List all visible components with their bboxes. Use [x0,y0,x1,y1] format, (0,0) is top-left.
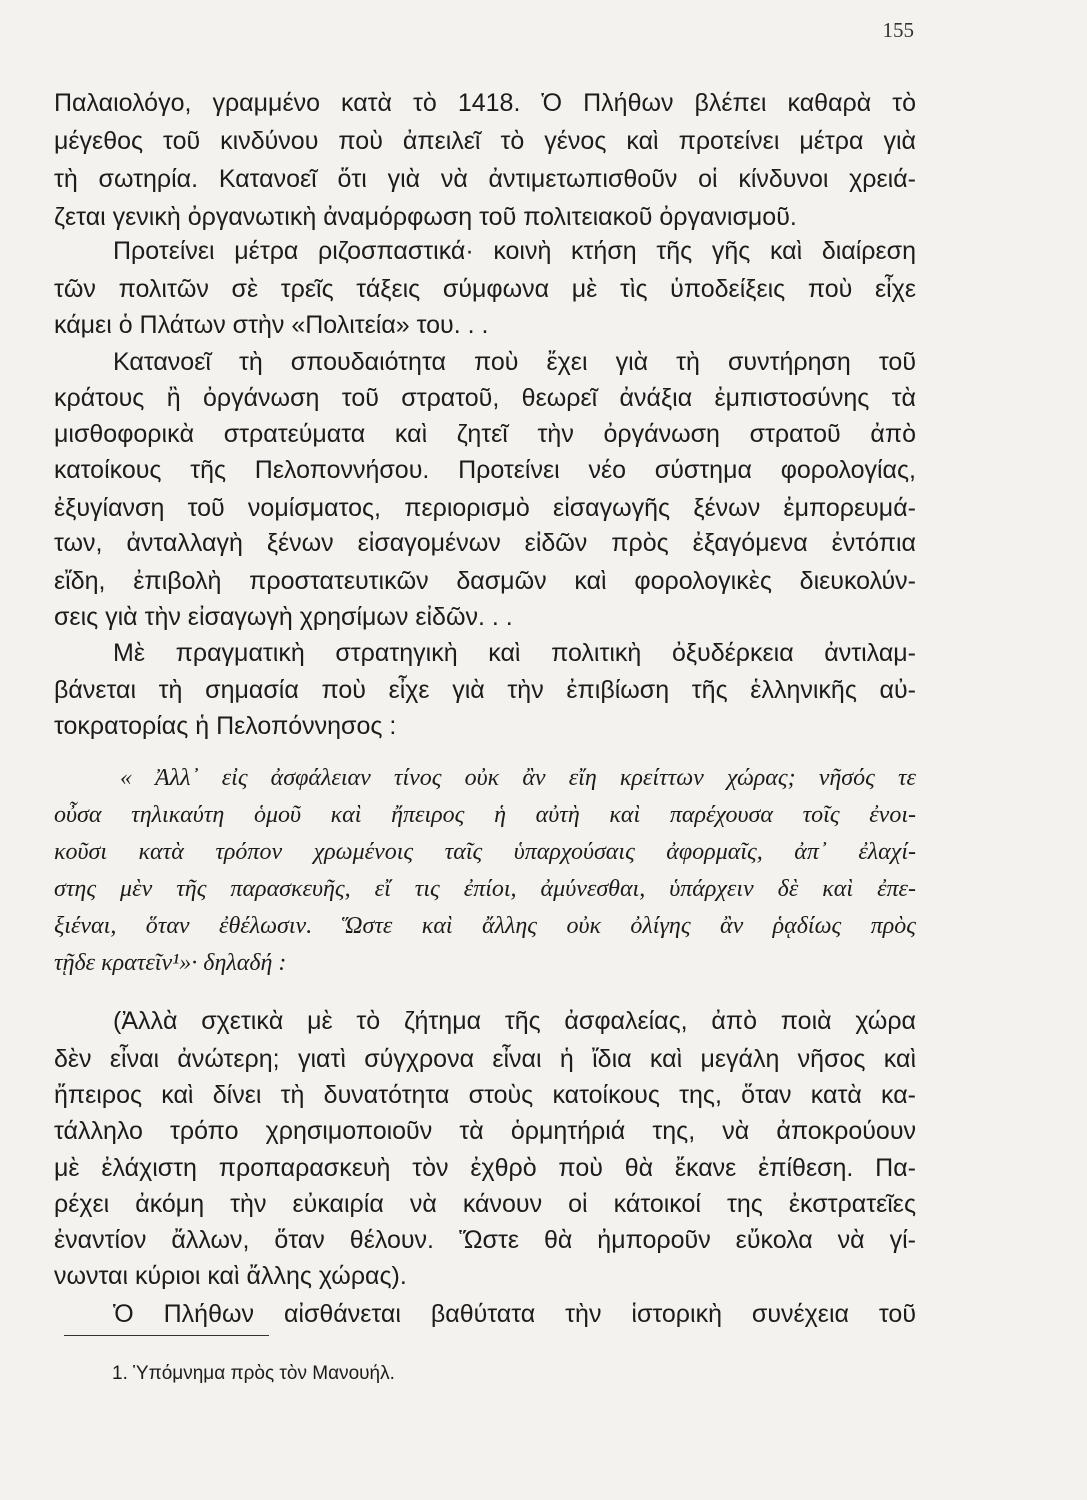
quote-line: ξιέναι, ὅταν ἐθέλωσιν. Ὥστε καὶ ἄλλης οὐκ ὀλίγης ἂν ῥᾳδίως πρὸς [54,913,916,939]
footnote-rule [64,1335,269,1336]
text-line: Κατανοεῖ τὴ σπουδαιότητα ποὺ ἔχει γιὰ τὴ συντήρηση τοῦ [113,348,916,376]
text-line: ἐξυγίανση τοῦ νομίσματος, περιορισμὸ εἰσαγωγῆς ξένων ἐμπορευμά- [54,494,916,522]
text-line: τὴ σωτηρία. Κατανοεῖ ὅτι γιὰ νὰ ἀντιμετωπισθοῦν οἱ κίνδυνοι χρειά- [54,165,916,193]
text-line: τοκρατορίας ἡ Πελοπόννησος : [54,712,397,740]
text-line: μισθοφορικὰ στρατεύματα καὶ ζητεῖ τὴν ὀργάνωση στρατοῦ ἀπὸ [54,420,916,448]
text-line: ἐναντίον ἄλλων, ὅταν θέλουν. Ὥστε θὰ ἠμποροῦν εὔκολα νὰ γί- [54,1226,916,1254]
text-line: (Ἀλλὰ σχετικὰ μὲ τὸ ζήτημα τῆς ἀσφαλείας, ἀπὸ ποιὰ χώρα [113,1007,916,1035]
page-number: 155 [882,18,914,42]
quote-line: οὖσα τηλικαύτη ὁμοῦ καὶ ἤπειρος ἡ αὐτὴ καὶ παρέχουσα τοῖς ἐνοι- [54,802,916,828]
text-line: κάμει ὁ Πλάτων στὴν «Πολιτεία» του. . . [54,311,489,339]
text-line: των, ἀνταλλαγὴ ξένων εἰσαγομένων εἰδῶν πρὸς ἐξαγόμενα ἐντόπια [54,529,916,557]
text-line: νωνται κύριοι καὶ ἄλλης χώρας). [54,1262,407,1290]
text-line: ρέχει ἀκόμη τὴν εὐκαιρία νὰ κάνουν οἱ κάτοικοί της ἐκστρατεῖες [54,1190,916,1218]
text-line: μέγεθος τοῦ κινδύνου ποὺ ἀπειλεῖ τὸ γένος καὶ προτείνει μέτρα γιὰ [54,127,916,155]
quote-line: « Ἀλλ᾽ εἰς ἀσφάλειαν τίνος οὐκ ἂν εἴη κρείττων χώρας; νῆσός τε [120,765,916,791]
text-line: Προτείνει μέτρα ριζοσπαστικά· κοινὴ κτήση τῆς γῆς καὶ διαίρεση [113,237,916,265]
text-line: τάλληλο τρόπο χρησιμοποιοῦν τὰ ὁρμητήριά της, νὰ ἀποκρούουν [54,1117,916,1145]
text-line: Μὲ πραγματικὴ στρατηγικὴ καὶ πολιτικὴ ὀξυδέρκεια ἀντιλαμ- [113,639,916,667]
quote-line: στης μὲν τῆς παρασκευῆς, εἴ τις ἐπίοι, ἀμύνεσθαι, ὑπάρχειν δὲ καὶ ἐπε- [54,876,916,902]
text-line: Παλαιολόγο, γραμμένο κατὰ τὸ 1418. Ὁ Πλήθων βλέπει καθαρὰ τὸ [54,89,916,117]
text-line: κατοίκους τῆς Πελοποννήσου. Προτείνει νέο σύστημα φορολογίας, [54,456,916,484]
quote-line: κοῦσι κατὰ τρόπον χρωμένοις ταῖς ὑπαρχούσαις ἀφορμαῖς, ἀπ᾽ ἐλαχί- [54,839,916,865]
text-line: δὲν εἶναι ἀνώτερη; γιατὶ σύγχρονα εἶναι ἡ ἴδια καὶ μεγάλη νῆσος καὶ [54,1045,916,1073]
text-line: μὲ ἐλάχιστη προπαρασκευὴ τὸν ἐχθρὸ ποὺ θὰ ἔκανε ἐπίθεση. Πα- [54,1154,916,1182]
text-line: Ὁ Πλήθων αἰσθάνεται βαθύτατα τὴν ἱστορικὴ συνέχεια τοῦ [113,1300,916,1328]
footnote: 1. Ὑπόμνημα πρὸς τὸν Μανουήλ. [112,1363,395,1384]
text-line: ζεται γενικὴ ὀργανωτικὴ ἀναμόρφωση τοῦ πολιτειακοῦ ὀργανισμοῦ. [54,203,797,231]
text-line: κράτους ἢ ὀργάνωση τοῦ στρατοῦ, θεωρεῖ ἀνάξια ἐμπιστοσύνης τὰ [54,384,916,412]
text-line: εἴδη, ἐπιβολὴ προστατευτικῶν δασμῶν καὶ φορολογικὲς διευκολύν- [54,567,916,595]
quote-line: τῇδε κρατεῖν¹»· δηλαδή : [54,950,287,976]
text-line: σεις γιὰ τὴν εἰσαγωγὴ χρησίμων εἰδῶν. . . [54,603,513,631]
text-line: βάνεται τὴ σημασία ποὺ εἶχε γιὰ τὴν ἐπιβίωση τῆς ἑλληνικῆς αὐ- [54,676,916,704]
text-line: τῶν πολιτῶν σὲ τρεῖς τάξεις σύμφωνα μὲ τὶς ὑποδείξεις ποὺ εἶχε [54,275,916,303]
text-line: ἤπειρος καὶ δίνει τὴ δυνατότητα στοὺς κατοίκους της, ὅταν κατὰ κα- [54,1081,916,1109]
